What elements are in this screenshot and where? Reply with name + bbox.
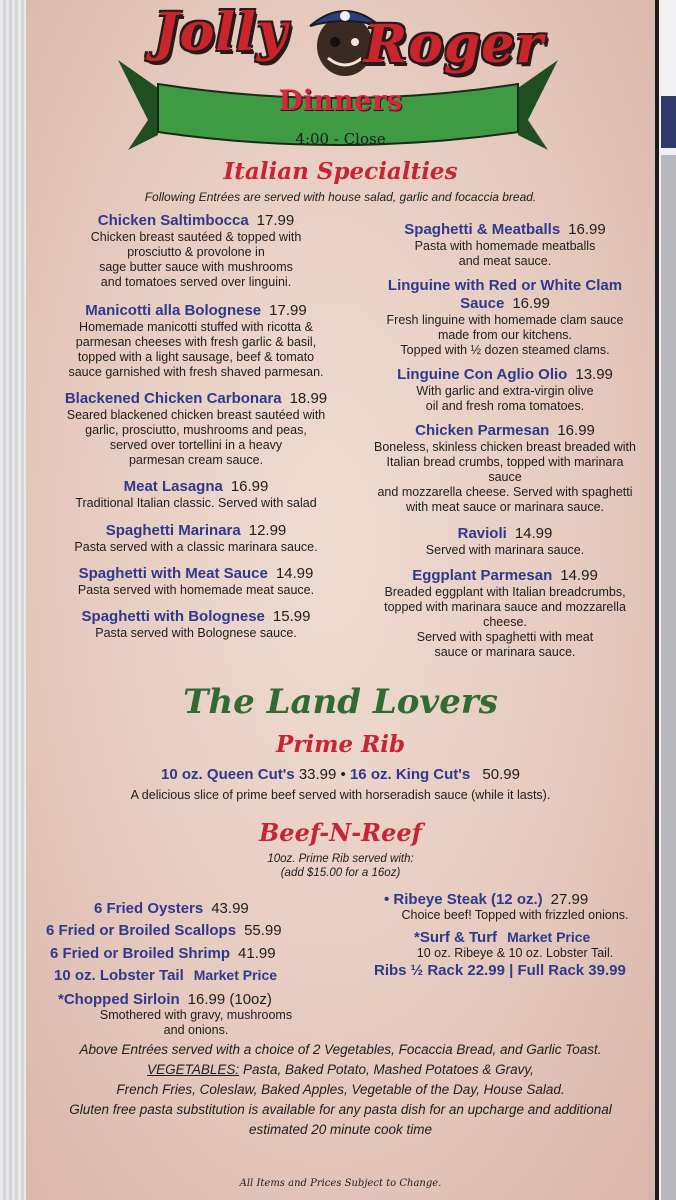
dish-blackened-carbonara <box>26 390 366 468</box>
item-chopped-sirloin <box>58 991 272 1008</box>
dish-name: Meat Lasagna <box>123 478 223 495</box>
dish-price: 16.99 <box>512 295 550 312</box>
dish-desc: cheese. <box>483 615 527 629</box>
dish-price: 14.99 <box>275 565 314 582</box>
beef-n-reef-sub-line: (add $15.00 for a 16oz) <box>280 867 401 879</box>
item-name: 10 oz. Lobster Tail <box>54 967 184 984</box>
dish-name: Spaghetti & Meatballs <box>404 221 561 238</box>
dish-desc: and meat sauce. <box>458 254 552 268</box>
dish-manicotti <box>26 302 366 380</box>
item-desc: Smothered with gravy, mushrooms <box>99 1008 293 1022</box>
dish-desc: Topped with ½ dozen steamed clams. <box>400 343 610 357</box>
dish-desc: Fresh linguine with homemade clam sauce <box>386 313 624 327</box>
dish-chicken-saltimbocca <box>26 212 366 290</box>
dish-desc: Pasta with homemade meatballs <box>414 239 596 253</box>
dish-desc: Chicken breast sautéed & topped with <box>90 230 302 244</box>
dish-name: Manicotti alla Bolognese <box>85 302 262 319</box>
dish-price: 12.99 <box>248 522 287 539</box>
item-price: Market Price <box>193 967 278 983</box>
dish-name: Ravioli <box>457 525 507 542</box>
subsection-title-beef-n-reef: Beef-N-Reef <box>259 818 422 847</box>
queen-cut-name: 10 oz. Queen Cut's <box>161 766 295 783</box>
footer-notes <box>26 1040 655 1140</box>
logo-word-jolly: Jolly <box>154 2 289 63</box>
item-lobster-tail <box>54 967 277 984</box>
item-price: 41.99 <box>238 945 276 962</box>
dish-desc: sauce or marinara sauce. <box>434 645 576 659</box>
item-ribeye <box>384 891 588 908</box>
dish-desc: oil and fresh roma tomatoes. <box>425 399 585 413</box>
dish-name: Blackened Chicken Carbonara <box>64 390 282 407</box>
hours: 4:00 - Close <box>295 130 386 148</box>
dish-desc: sauce <box>488 470 522 484</box>
dish-price: 14.99 <box>560 567 598 584</box>
dish-spaghetti-bolognese <box>26 608 366 641</box>
dish-desc: served over tortellini in a heavy <box>109 438 283 452</box>
dish-desc: with meat sauce or marinara sauce. <box>405 500 604 514</box>
prime-rib-cuts <box>26 766 655 783</box>
section-title-land-lovers: The Land Lovers <box>183 682 498 722</box>
dish-desc: Breaded eggplant with Italian breadcrumbs, <box>384 585 626 599</box>
dish-price: 14.99 <box>514 525 553 542</box>
separator-dot: • <box>340 766 346 783</box>
surf-turf-desc: 10 oz. Ribeye & 10 oz. Lobster Tail. <box>416 946 614 960</box>
dish-meat-lasagna <box>26 478 366 511</box>
item-name: 6 Fried or Broiled Scallops <box>46 922 237 939</box>
vegetables-list: Pasta, Baked Potato, Mashed Potatoes & Gravy, <box>239 1062 534 1077</box>
dish-price: 16.99 <box>568 221 606 238</box>
item-name: *Chopped Sirloin <box>58 991 180 1008</box>
dish-price: 16.99 <box>230 478 269 495</box>
dish-price: 18.99 <box>289 390 328 407</box>
dish-desc: garlic, prosciutto, mushrooms and peas, <box>85 423 307 437</box>
dish-name: Chicken Parmesan <box>415 422 550 439</box>
dish-name: Spaghetti with Meat Sauce <box>78 565 268 582</box>
item-desc: and onions. <box>163 1023 229 1037</box>
item-scallops <box>46 922 282 939</box>
dish-name: Linguine Con Aglio Olio <box>397 366 568 383</box>
dish-ravioli <box>360 525 650 558</box>
dish-spaghetti-meat-sauce <box>26 565 366 598</box>
dish-price: 17.99 <box>269 302 307 319</box>
logo-subtitle: Dinners <box>278 84 403 117</box>
item-surf-turf <box>414 929 590 946</box>
prime-rib-desc: A delicious slice of prime beef served with horseradish sauce (while it lasts). <box>130 788 551 802</box>
dish-name: Spaghetti Marinara <box>105 522 241 539</box>
beef-n-reef-sub <box>26 852 655 880</box>
dish-desc: sage butter sauce with mushrooms <box>99 260 293 274</box>
item-ribs: Ribs ½ Rack 22.99 | Full Rack 39.99 <box>374 962 626 979</box>
dish-desc: Traditional Italian classic. Served with salad <box>75 496 317 510</box>
background-fabric <box>0 0 26 1200</box>
dish-price: 16.99 <box>557 422 595 439</box>
dish-desc: With garlic and extra-virgin olive <box>416 384 594 398</box>
dish-name: Spaghetti with Bolognese <box>81 608 265 625</box>
dish-desc: topped with marinara sauce and mozzarella <box>384 600 626 614</box>
item-name: 6 Fried or Broiled Shrimp <box>50 945 231 962</box>
dish-desc: parmesan cheeses with fresh garlic & basil, <box>75 335 317 349</box>
menu-page <box>26 0 655 1200</box>
subsection-title-prime-rib: Prime Rib <box>275 731 406 758</box>
dish-desc: sauce garnished with fresh shaved parmesan. <box>68 365 324 379</box>
dish-desc: Pasta served with homemade meat sauce. <box>77 583 315 597</box>
item-name: *Surf & Turf <box>414 929 498 946</box>
queen-cut-price: 33.99 <box>298 766 337 783</box>
item-shrimp <box>50 945 276 962</box>
dish-desc: made from our kitchens. <box>437 328 573 342</box>
item-price: 55.99 <box>244 922 282 939</box>
dish-desc: Served with spaghetti with meat <box>416 630 594 644</box>
dish-desc: Pasta served with Bolognese sauce. <box>95 626 297 640</box>
dish-name: Linguine with Red or White Clam <box>387 277 623 294</box>
footer-line: French Fries, Coleslaw, Baked Apples, Vegetable of the Day, House Salad. <box>116 1082 565 1097</box>
dish-name: Chicken Saltimbocca <box>97 212 249 229</box>
dish-desc: Seared blackened chicken breast sautéed with <box>66 408 326 422</box>
dish-desc: and mozzarella cheese. Served with spaghetti <box>377 485 633 499</box>
dish-desc: parmesan cream sauce. <box>128 453 264 467</box>
dish-desc: Boneless, skinless chicken breast breaded with <box>374 440 636 454</box>
footer-vegetables <box>26 1060 655 1080</box>
dish-desc: Pasta served with a classic marinara sauce. <box>74 540 318 554</box>
logo-word-roger: Roger <box>364 14 544 75</box>
item-price: 43.99 <box>211 900 249 917</box>
dish-spaghetti-meatballs <box>360 221 650 269</box>
dish-aglio-olio <box>360 366 650 414</box>
dish-desc: topped with a light sausage, beef & tomato <box>77 350 315 364</box>
item-name: • Ribeye Steak (12 oz.) <box>384 891 543 908</box>
ribeye-desc: Choice beef! Topped with frizzled onions. <box>401 908 629 922</box>
vegetables-label: VEGETABLES: <box>147 1062 240 1077</box>
dish-desc: prosciutto & provolone in <box>127 245 265 259</box>
item-name: 6 Fried Oysters <box>94 900 204 917</box>
dish-desc: Served with marinara sauce. <box>425 543 585 557</box>
dish-spaghetti-marinara <box>26 522 366 555</box>
item-price: 16.99 (10oz) <box>187 991 272 1008</box>
section-title-italian: Italian Specialties <box>223 158 458 185</box>
item-price: 27.99 <box>550 891 589 908</box>
dish-desc: and tomatoes served over linguini. <box>100 275 292 289</box>
king-cut-name: 16 oz. King Cut's <box>349 766 471 783</box>
dish-desc: Italian bread crumbs, topped with marinara <box>386 455 624 469</box>
fine-print: All Items and Prices Subject to Change. <box>239 1178 442 1189</box>
dish-price: 17.99 <box>256 212 295 229</box>
dish-desc: Homemade manicotti stuffed with ricotta & <box>79 320 313 334</box>
footer-line: estimated 20 minute cook time <box>248 1122 433 1137</box>
dish-linguine-clam <box>360 277 650 358</box>
item-price: Market Price <box>507 929 591 945</box>
chopped-sirloin-desc <box>46 1008 346 1038</box>
item-fried-oysters <box>94 900 249 917</box>
adjacent-page <box>655 0 676 1200</box>
section-intro-italian: Following Entrées are served with house salad, garlic and focaccia bread. <box>144 190 537 204</box>
dish-eggplant-parmesan <box>360 567 650 660</box>
dish-name: Eggplant Parmesan <box>412 567 553 584</box>
dish-name-cont: Sauce <box>460 295 505 312</box>
beef-n-reef-sub-line: 10oz. Prime Rib served with: <box>267 853 414 865</box>
dish-price: 13.99 <box>575 366 613 383</box>
footer-line: Gluten free pasta substitution is available for any pasta dish for an upcharge and additional <box>69 1102 612 1117</box>
dish-chicken-parmesan <box>360 422 650 515</box>
king-cut-price: 50.99 <box>482 766 520 783</box>
dish-price: 15.99 <box>272 608 311 625</box>
footer-line: Above Entrées served with a choice of 2 Vegetables, Focaccia Bread, and Garlic Toast. <box>79 1042 602 1057</box>
